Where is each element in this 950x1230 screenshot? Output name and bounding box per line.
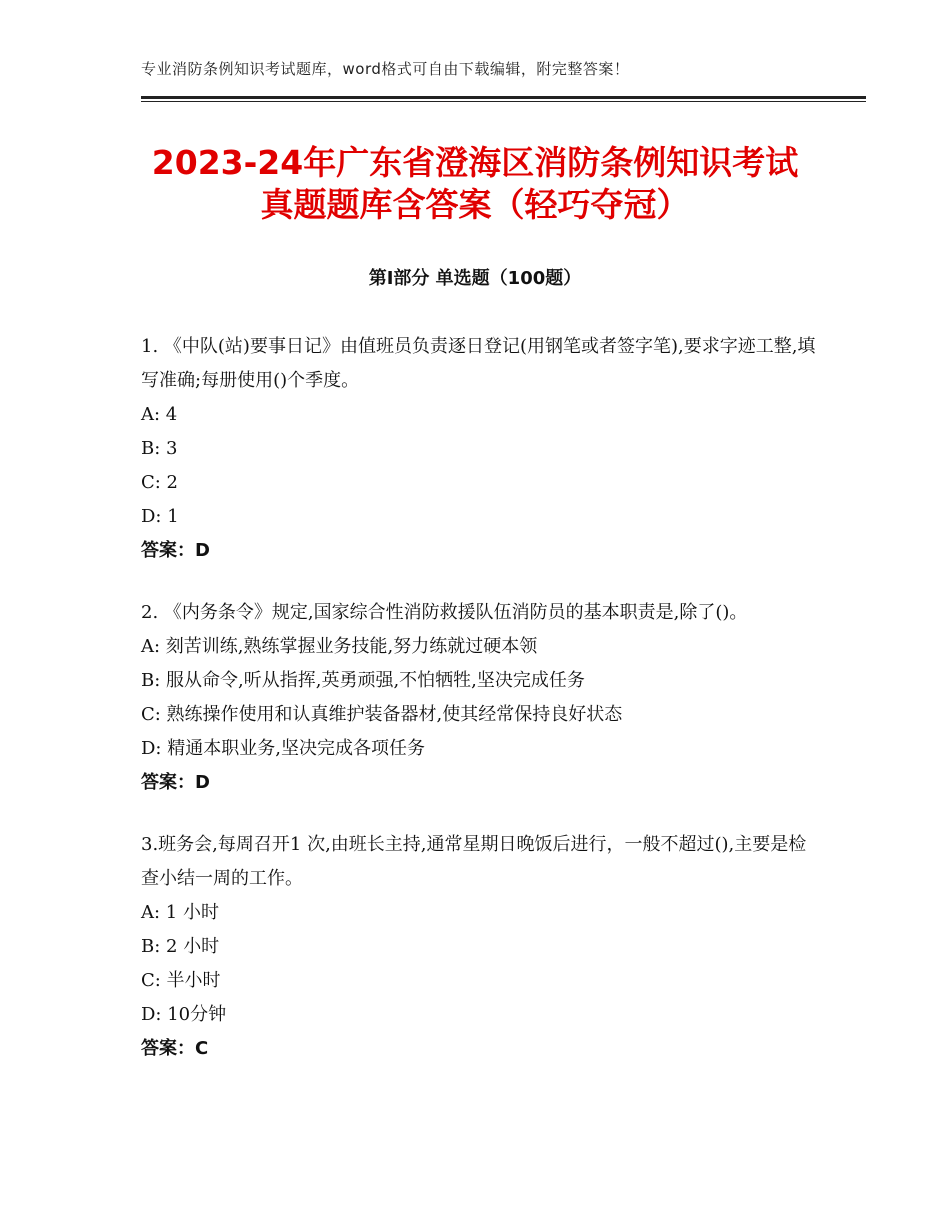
question-item	[141, 330, 821, 568]
option-a: A: 1 小时	[141, 902, 219, 923]
option-d: D: 精通本职业务,坚决完成各项任务	[141, 738, 425, 759]
option-b: B: 服从命令,听从指挥,英勇顽强,不怕牺牲,坚决完成任务	[141, 670, 585, 691]
option-a: A: 刻苦训练,熟练掌握业务技能,努力练就过硬本领	[141, 636, 538, 657]
answer: 答案：D	[141, 540, 210, 561]
question-stem: 1. 《中队(站)要事日记》由值班员负责逐日登记(用钢笔或者签字笔),要求字迹工整,填写准确;每册使用()个季度。	[141, 336, 816, 391]
answer: 答案：C	[141, 1038, 209, 1059]
question-item	[141, 828, 821, 1066]
question-item	[141, 596, 821, 800]
option-b: B: 2 小时	[141, 936, 220, 957]
option-a: A: 4	[141, 404, 178, 425]
option-d: D: 10分钟	[141, 1004, 227, 1025]
option-d: D: 1	[141, 506, 179, 527]
question-list	[141, 330, 821, 1094]
option-c: C: 熟练操作使用和认真维护装备器材,使其经常保持良好状态	[141, 704, 623, 725]
document-title	[120, 142, 830, 226]
header-rule-thin	[141, 101, 866, 102]
option-c: C: 2	[141, 472, 179, 493]
header-note: 专业消防条例知识考试题库，word格式可自由下载编辑，附完整答案！	[141, 60, 630, 78]
title-line-2: 真题题库含答案（轻巧夺冠）	[260, 185, 690, 224]
title-line-1: 2023-24年广东省澄海区消防条例知识考试	[151, 143, 799, 182]
option-c: C: 半小时	[141, 970, 221, 991]
section-heading: 第Ⅰ部分 单选题（100题）	[368, 268, 582, 289]
option-b: B: 3	[141, 438, 178, 459]
answer: 答案：D	[141, 772, 210, 793]
question-stem: 3.班务会,每周召开1 次,由班长主持,通常星期日晚饭后进行，一般不超过(),主要是检查小结一周的工作。	[141, 834, 807, 889]
question-stem: 2. 《内务条令》规定,国家综合性消防救援队伍消防员的基本职责是,除了()。	[141, 602, 748, 623]
header-rule-thick	[141, 96, 866, 99]
